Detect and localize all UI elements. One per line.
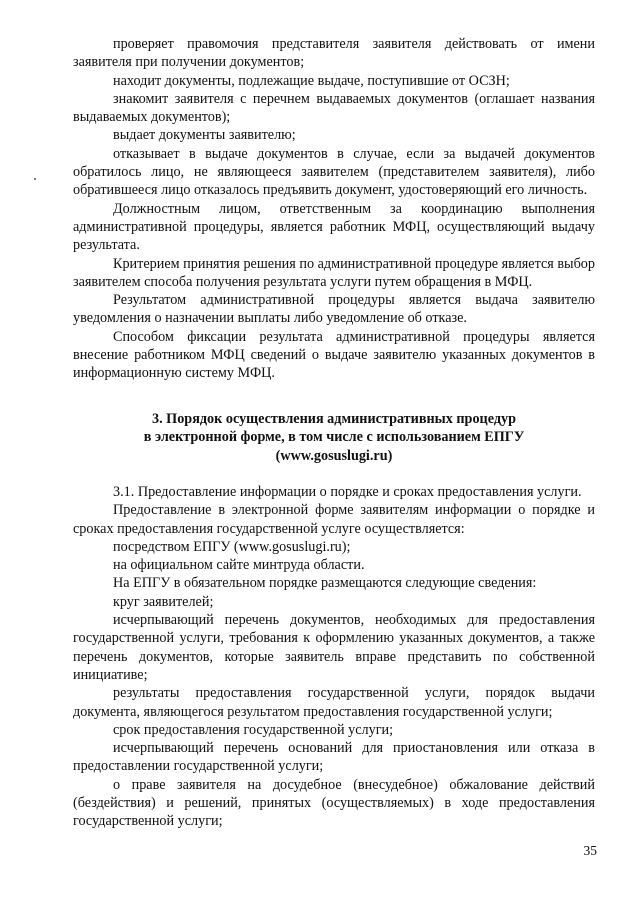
section-body-top [73,35,595,383]
page-number: 35 [583,843,597,858]
section-body-bottom [73,483,595,831]
paragraph: отказывает в выдаче документов в случае, если за выдачей документов обратилось лицо, не являющееся заявителем (представителем заявителя), либо обратившееся лицо отказалось предъявить документ, удостоверяющий его личность. [73,145,595,199]
paragraph: Должностным лицом, ответственным за координацию выполнения административной процедуры, является работник МФЦ, осуществляющий выдачу результата. [73,200,595,254]
paragraph: выдает документы заявителю; [113,127,296,144]
scan-speck [34,178,36,180]
section-heading [73,410,595,465]
paragraph: На ЕПГУ в обязательном порядке размещаются следующие сведения: [113,575,537,592]
paragraph: на официальном сайте минтруда области. [113,557,365,574]
paragraph: о праве заявителя на досудебное (внесудебное) обжалование действий (бездействия) и решений, принятых (осуществляемых) в ходе предоставления государственной услуги; [73,776,595,830]
paragraph: Способом фиксации результата административной процедуры является внесение работником МФЦ сведений о выдаче заявителю указанных документов в информационную систему МФЦ. [73,328,595,382]
heading-line: (www.gosuslugi.ru) [275,447,393,464]
heading-line: 3. Порядок осуществления административных процедур [151,411,516,427]
paragraph: Критерием принятия решения по административной процедуре является выбор заявителем способа получения результата услуги путем обращения в МФЦ. [73,255,595,290]
paragraph: проверяет правомочия представителя заявителя действовать от имени заявителя при получении документов; [73,36,595,71]
heading-line: в электронной форме, в том числе с использованием ЕПГУ [143,429,525,446]
paragraph: 3.1. Предоставление информации о порядке и сроках предоставления услуги. [113,484,582,500]
paragraph: исчерпывающий перечень оснований для приостановления или отказа в предоставлении государственной услуги; [73,740,595,775]
paragraph: результаты предоставления государственной услуги, порядок выдачи документа, являющегося результатом предоставления государственной услуги; [73,685,595,720]
paragraph: находит документы, подлежащие выдаче, поступившие от ОСЗН; [113,72,510,89]
paragraph: срок предоставления государственной услуги; [113,721,394,738]
paragraph: исчерпывающий перечень документов, необходимых для предоставления государственной услуги, требования к оформлению указанных документов, а также перечень документов, которые заявитель вправе представить по собственной инициативе; [73,612,595,683]
paragraph: Предоставление в электронной форме заявителям информации о порядке и сроках предоставления государственной услуге осуществляется: [73,502,595,537]
paragraph: посредством ЕПГУ (www.gosuslugi.ru); [113,538,351,555]
paragraph: знакомит заявителя с перечнем выдаваемых документов (оглашает названия выдаваемых документов); [73,90,595,126]
paragraph: круг заявителей; [113,593,214,610]
paragraph: Результатом административной процедуры является выдача заявителю уведомления о назначении выплаты либо уведомление об отказе. [73,292,595,327]
